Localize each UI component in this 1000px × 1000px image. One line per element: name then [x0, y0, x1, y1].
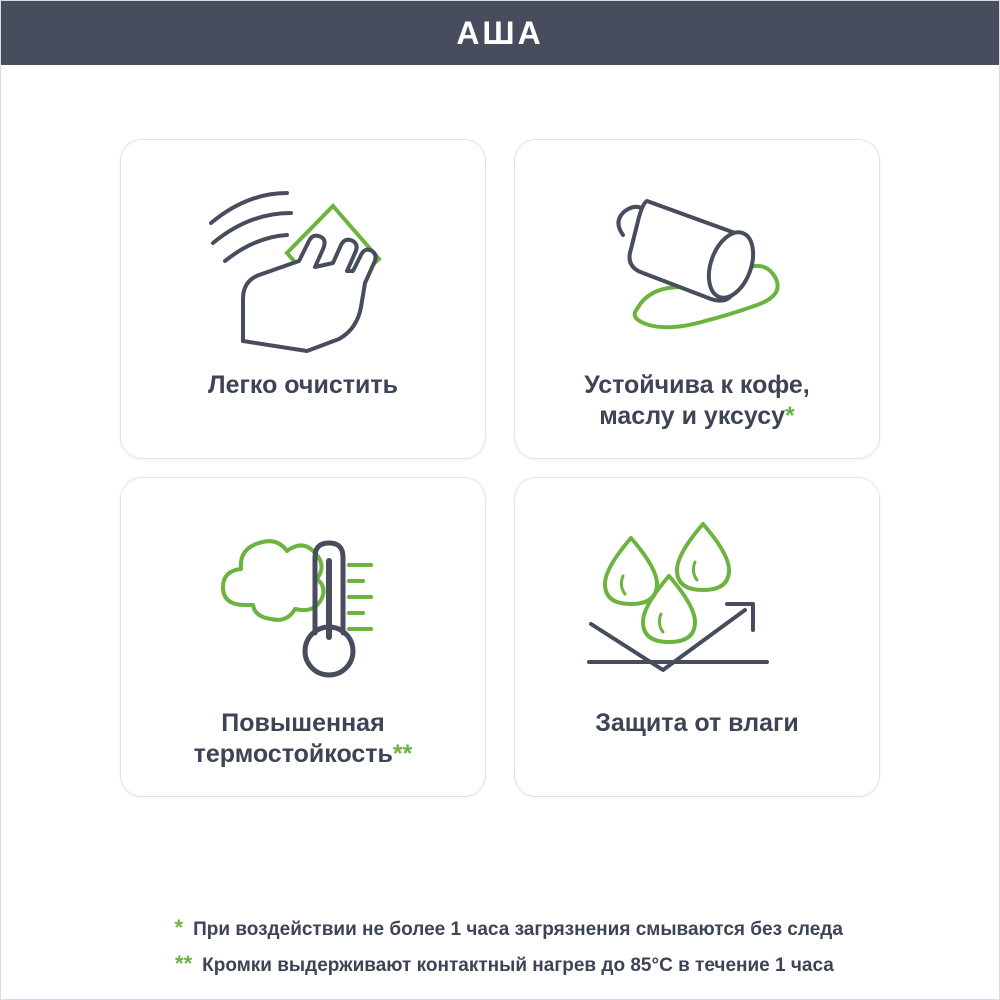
feature-label-line2: маслу и уксусу: [599, 401, 786, 430]
thermometer-steam-icon: [183, 504, 423, 704]
feature-card-stain-resistant[interactable]: [514, 139, 880, 459]
feature-label-text: Легко очистить: [208, 371, 398, 399]
footnote-text: При воздействии не более 1 часа загрязнения смываются без следа: [193, 919, 843, 940]
feature-card-label: [566, 370, 828, 431]
hand-wiping-cloth-icon: [183, 166, 423, 366]
footnote-item: [166, 951, 834, 977]
spilled-cup-icon: [577, 166, 817, 366]
feature-card-easy-clean[interactable]: [120, 139, 486, 459]
footnote-marker-single: *: [174, 915, 184, 940]
page-header: [1, 1, 999, 65]
feature-label-line2: термостойкость: [193, 739, 393, 768]
feature-label-text: Защита от влаги: [595, 709, 799, 737]
feature-card-heat-resistant[interactable]: [120, 477, 486, 797]
water-drops-repellent-icon: [577, 504, 817, 704]
feature-label-line1: Повышенная: [221, 709, 385, 737]
footnote-marker-double: **: [175, 951, 193, 976]
feature-card-label: [577, 708, 817, 739]
footnote-marker: *: [785, 401, 795, 430]
page-title: АША: [456, 14, 544, 51]
feature-card-grid: [1, 139, 999, 797]
footnote-marker: **: [392, 739, 413, 768]
footnote-text: Кромки выдерживают контактный нагрев до 85°С в течение 1 часа: [202, 955, 834, 976]
feature-card-moisture-protection[interactable]: [514, 477, 880, 797]
feature-card-label: [176, 708, 431, 769]
feature-label-line1: Устойчива к кофе,: [584, 371, 810, 399]
footnotes-section: [1, 915, 999, 977]
feature-card-label: [190, 370, 416, 401]
footnote-item: [157, 915, 843, 941]
